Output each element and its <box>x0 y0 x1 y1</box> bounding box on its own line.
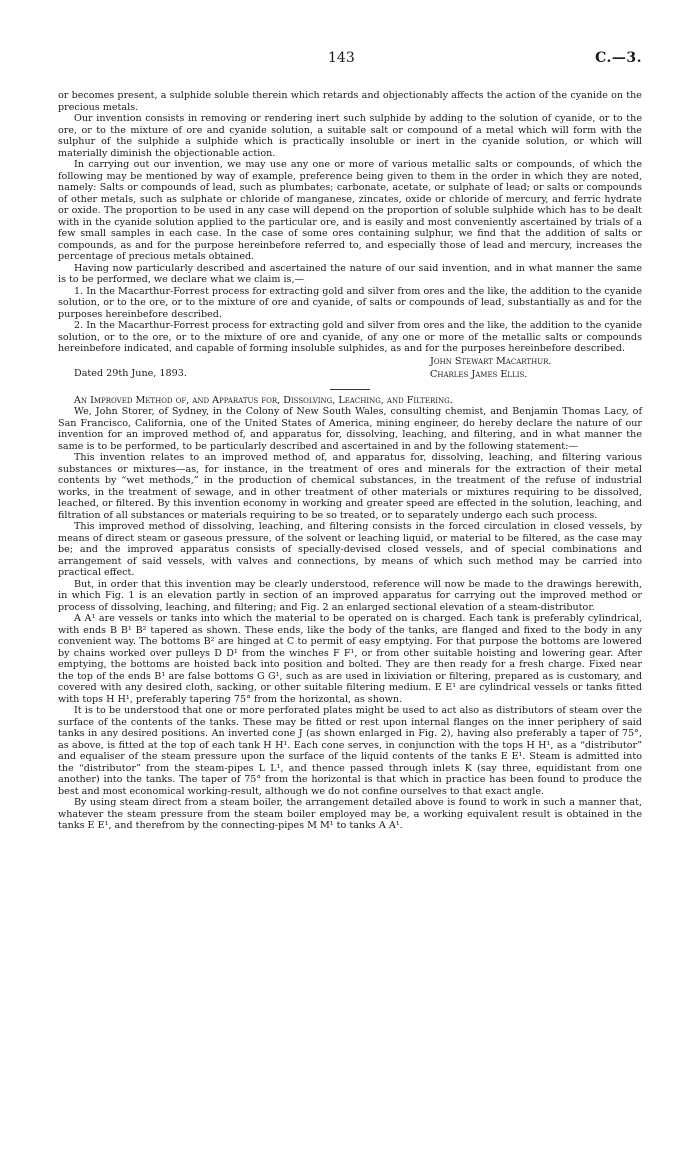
paragraph-carrying-out: In carrying out our invention, we may use any one or more of various metallic salts or compounds, of which the following may be mentioned by way of example, preference being given to them in the order in which they are noted, namely: Salts or compounds of lead, such as plumbates; carbonate, acetate, or sulphate of lead; or salts or compounds of other metals, such as sulphate or chloride of manganese, zincates, oxide or chloride of mercury, and ferric hydrate or oxide. The proportion to be used in any case will depend on the proportion of soluble sulphide which has to be dealt with in the cyanide solution applied to the particular ore, and is easily and most conveniently ascertained by trials of a few small samples in each case. In the case of some ores containing sulphur, we find that the addition of salts or compounds, as and for the purpose hereinbefore referred to, and especially those of lead and mercury, increases the percentage of precious metals obtained. <box>58 159 642 262</box>
signer-1: John Stewart Macarthur. <box>430 355 552 367</box>
paragraph-invention: Our invention consists in removing or rendering inert such sulphide by adding to the solution of cyanide, or to the ore, or to the mixture of ore and cyanide solution, a suitable salt or compound of a metal which will form with the sulphur of the sulphide a sulphide which is practically insoluble or inert in the cyanide solution, or which will materially diminish the objectionable action. <box>58 113 642 159</box>
claim-1: 1. In the Macarthur-Forrest process for extracting gold and silver from ores and the like, the addition to the cyanide solution, or to the ore, or to the mixture of ore and cyanide, of salts or compounds of lead, substantially as and for the purposes hereinbefore described. <box>58 285 642 320</box>
page-body <box>58 90 642 832</box>
paragraph-distributors: It is to be understood that one or more perforated plates might be used to act also as distributors of steam over the surface of the contents of the tanks. These may be fitted or rest upon internal flanges on the inner periphery of said tanks in any desired positions. An inverted cone J (as shown enlarged in Fig. 2), having also preferably a taper of 75°, as above, is fitted at the top of each tank H H¹. Each cone serves, in conjunction with the tops H H¹, as a “distributor” and equaliser of the steam pressure upon the surface of the liquid contents of the tanks E E¹. Steam is admitted into the “distributor” from the steam-pipes L L¹, and thence passed through inlets K (say three, equidistant from one another) into the tanks. The taper of 75° from the horizontal is that which in practice has been found to produce the best and most economical working-result, although we do not confine ourselves to that exact angle. <box>58 705 642 797</box>
section-title: An Improved Method of, and Apparatus for, Dissolving, Leaching, and Filtering. <box>74 394 453 406</box>
paragraph-method: This improved method of dissolving, leaching, and filtering consists in the forced circulation in closed vessels, by means of direct steam or gaseous pressure, of the solvent or leaching liquid, or material to be filtered, as the case may be; and the improved apparatus consists of specially-devised closed vessels, and of special combinations and arrangement of said vessels, with valves and connections, by means of which such method may be carried into practical effect. <box>58 521 642 578</box>
paragraph-claims-intro: Having now particularly described and ascertained the nature of our said invention, and in what manner the same is to be performed, we declare what we claim is,— <box>58 262 642 285</box>
paragraph-tanks: A A¹ are vessels or tanks into which the material to be operated on is charged. Each tank is preferably cylindrical, with ends B B¹ B² tapered as shown. These ends, like the body of the tanks, are flanged and fixed to the body in any convenient way. The bottoms B² are hinged at C to permit of easy emptying. For that purpose the bottoms are lowered by chains worked over pulleys D D¹ from the winches F F¹, or from other suitable hoisting and lowering gear. After emptying, the bottoms are hoisted back into position and bolted. They are then ready for a fresh charge. Fixed near the top of the ends B¹ are false bottoms G G¹, such as are used in lixiviation or filtering, prepared as is customary, and covered with any desired cloth, sacking, or other suitable filtering medium. E E¹ are cylindrical vessels or tanks fitted with tops H H¹, preferably tapering 75° from the horizontal, as shown. <box>58 613 642 705</box>
paragraph-continuation: or becomes present, a sulphide soluble therein which retards and objectionably affects the action of the cyanide on the precious metals. <box>58 90 642 113</box>
page-header <box>58 50 642 72</box>
document-reference: C.—3. <box>595 50 642 66</box>
paragraph-steam: By using steam direct from a steam boiler, the arrangement detailed above is found to work in such a manner that, whatever the steam pressure from the steam boiler employed may be, a working equivalent result is obtained in the tanks E E¹, and therefrom by the connecting-pipes M M¹ to tanks A A¹. <box>58 797 642 831</box>
paragraph-relates: This invention relates to an improved method of, and apparatus for, dissolving, leaching, and filtering various substances or mixtures—as, for instance, in the treatment of ores and minerals for the extraction of their metal contents by “wet methods,” in the production of chemical substances, in the treatment of the refuse of industrial works, in the treatment of sewage, and in other treatment of other materials or mixtures requiring to be dissolved, leached, or filtered. By this invention economy in working and greater speed are effected in the solution, leaching, and filtration of all substances or materials requiring to be so treated, or to separately undergo each such process. <box>58 452 642 521</box>
signers <box>430 355 551 381</box>
dated-line: Dated 29th June, 1893. <box>74 367 187 379</box>
claim-2: 2. In the Macarthur-Forrest process for extracting gold and silver from ores and the like, the addition to the cyanide solution, or to the ore, or to the mixture of ore and cyanide, of any one or more of the metallic salts or compounds hereinbefore indicated, and capable of forming insoluble sulphides, as and for the purposes hereinbefore described. <box>58 320 642 354</box>
paragraph-declaration: We, John Storer, of Sydney, in the Colony of New South Wales, consulting chemist, and Benjamin Thomas Lacy, of San Francisco, California, one of the United States of America, mining engineer, do hereby declare the nature of our invention for an improved method of, and apparatus for, dissolving, leaching, and filtering, and in what manner the same is to be performed, to be particularly described and ascertained in and by the following statement:— <box>58 406 642 452</box>
page-number: 143 <box>328 50 355 66</box>
paragraph-drawings: But, in order that this invention may be clearly understood, reference will now be made to the drawings herewith, in which Fig. 1 is an elevation partly in section of an improved apparatus for carrying out the improved method or process of dissolving, leaching, and filtering; and Fig. 2 an enlarged sectional elevation of a steam-distributor. <box>58 578 642 613</box>
signer-2: Charles James Ellis. <box>430 368 528 380</box>
section-divider <box>330 389 370 390</box>
signature-block <box>58 355 642 382</box>
